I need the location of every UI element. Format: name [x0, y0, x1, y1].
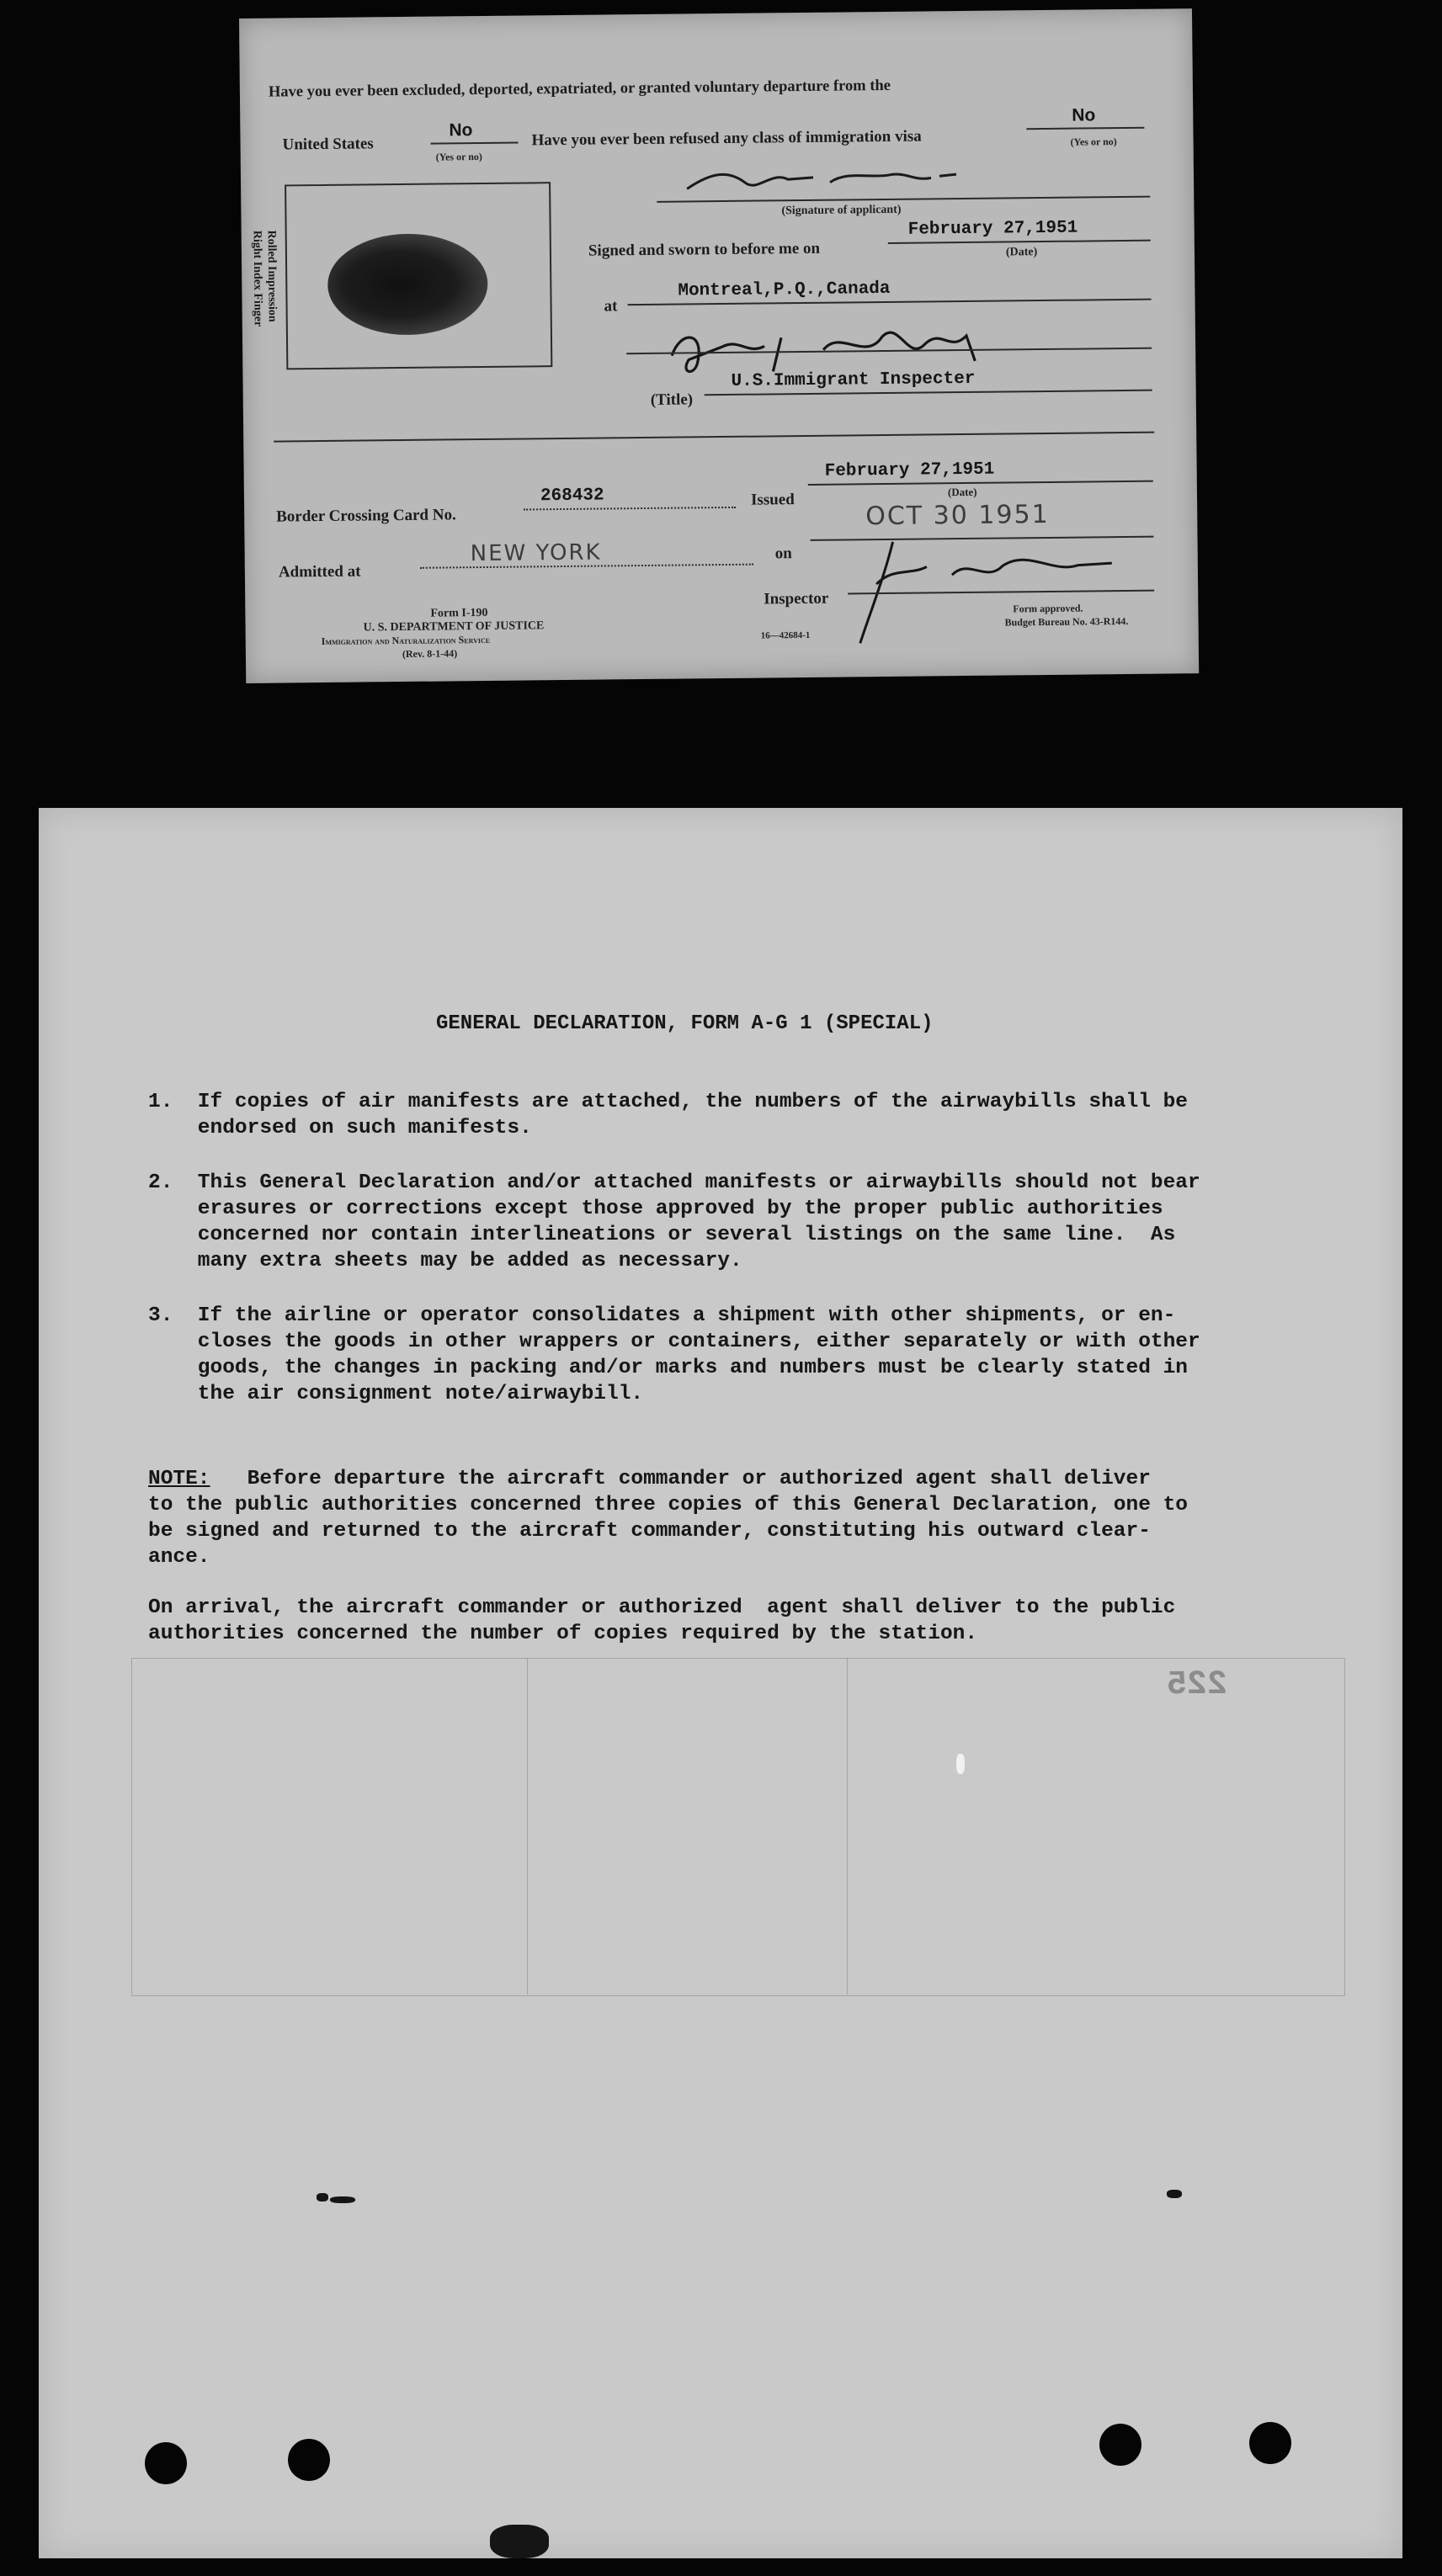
punch-hole-4: [1249, 2422, 1291, 2464]
issued-line: [808, 481, 1153, 486]
issued-date: February 27,1951: [824, 459, 995, 481]
budget-bureau: Budget Bureau No. 43-R144.: [1004, 614, 1129, 629]
speck-4: [1167, 2190, 1182, 2198]
visa-refused-question: Have you ever been refused any class of immigration visa: [531, 127, 922, 150]
bright-speck: [956, 1754, 965, 1774]
sworn-date: February 27,1951: [907, 218, 1078, 240]
fingerprint-box: [285, 182, 552, 369]
united-states-label: United States: [282, 135, 374, 154]
date-hint-2: (Date): [947, 485, 977, 499]
punch-hole-2: [288, 2439, 330, 2481]
instruction-item-3: 3. If the airline or operator consolidates a shipment with other shipments, or en- closes the goods in other wrappers or containers, either separately or with other goods, the changes in packing and/or marks and numbers must be clearly stated in the air consignment note/airwaybill.: [148, 1304, 1200, 1405]
answer-line-2: [1026, 127, 1144, 130]
ghost-table-divider-2: [847, 1658, 848, 1994]
speck-2: [330, 2196, 355, 2203]
fingerprint-label-line2: Right Index Finger: [250, 230, 264, 327]
at-label: at: [604, 297, 618, 316]
department: U. S. DEPARTMENT OF JUSTICE: [363, 619, 545, 635]
note-label: NOTE:: [148, 1468, 210, 1490]
sworn-location: Montreal,P.Q.,Canada: [678, 279, 891, 301]
sworn-date-line: [888, 240, 1151, 244]
declaration-heading: GENERAL DECLARATION, FORM A-G 1 (SPECIAL): [436, 1012, 934, 1035]
form-number: Form I-190: [430, 606, 488, 620]
instruction-item-2: 2. This General Declaration and/or attached manifests or airwaybills should not bear erasures or corrections except those approved by the proper public authorities concerned nor contain interlineations or several listings on the same line. As many extra sheets may be added as necessary.: [148, 1171, 1200, 1272]
card-divider: [274, 432, 1154, 443]
speck-3: [490, 2525, 549, 2558]
note-text: Before departure the aircraft commander or authorized agent shall deliver to the public authorities concerned three copies of this General Declaration, one to be signed and returned to the aircraft commander, constituting his outward clear- ance.: [148, 1468, 1189, 1569]
title-value: U.S.Immigrant Inspecter: [731, 369, 976, 391]
revision: (Rev. 8-1-44): [402, 647, 458, 661]
ghost-table-outline: [131, 1658, 1345, 1996]
border-crossing-card: [239, 8, 1199, 683]
note-paragraph: [148, 1466, 1188, 1570]
ghost-number: 225: [1167, 1666, 1228, 1704]
answer-visa: No: [1072, 105, 1096, 125]
issued-label: Issued: [750, 491, 795, 509]
signature-label: (Signature of applicant): [781, 203, 902, 218]
speck-1: [317, 2193, 328, 2202]
inspector-label: Inspector: [764, 589, 829, 608]
yes-no-hint-1: (Yes or no): [435, 150, 482, 163]
arrival-paragraph: On arrival, the aircraft commander or authorized agent shall deliver to the public authorities concerned the number of copies required by the station.: [148, 1596, 1176, 1645]
fingerprint-label: [250, 231, 279, 327]
bcc-label: Border Crossing Card No.: [276, 506, 456, 526]
form-approved: Form approved.: [1013, 602, 1083, 615]
on-label: on: [774, 544, 792, 563]
sworn-label: Signed and sworn to before me on: [588, 239, 821, 260]
punch-hole-1: [145, 2442, 187, 2484]
ghost-table-divider-1: [527, 1658, 528, 1994]
instruction-item-1: 1. If copies of air manifests are attached, the numbers of the airwaybills shall be endorsed on such manifests.: [148, 1091, 1189, 1139]
admitted-label: Admitted at: [278, 562, 361, 582]
answer-line-1: [431, 142, 519, 145]
punch-hole-3: [1099, 2424, 1141, 2466]
exclusion-question: Have you ever been excluded, deported, expatriated, or granted voluntary departure from the: [268, 77, 891, 101]
print-code: 16—42684-1: [760, 629, 811, 641]
admitted-place-stamp: NEW YORK: [470, 539, 602, 567]
bcc-line: [524, 507, 736, 511]
general-declaration-sheet: [39, 808, 1402, 2558]
date-hint-1: (Date): [1005, 246, 1038, 259]
yes-no-hint-2: (Yes or no): [1070, 135, 1117, 148]
service: Immigration and Naturalization Service: [321, 633, 491, 648]
bcc-number: 268432: [540, 486, 604, 507]
fingerprint-impression: [327, 233, 488, 336]
admitted-date-stamp: OCT 30 1951: [865, 499, 1050, 532]
fingerprint-label-line1: Rolled Impression: [264, 230, 279, 322]
answer-excluded: No: [449, 120, 473, 141]
title-label: (Title): [650, 390, 694, 409]
